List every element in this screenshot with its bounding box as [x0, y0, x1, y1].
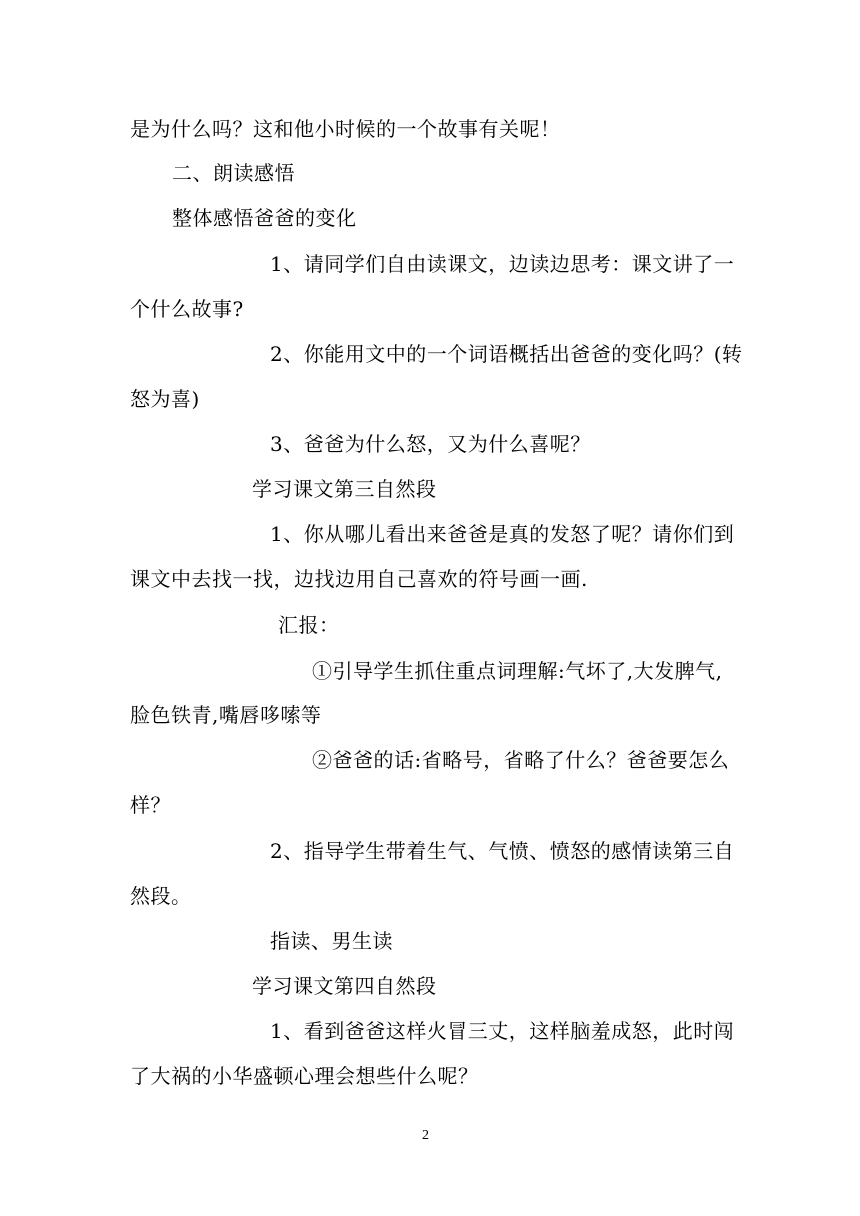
subsection-heading: 学习课文第三自然段: [252, 477, 437, 501]
text-line: 课文中去找一找，边找边用自己喜欢的符号画一画.: [130, 567, 588, 591]
text-line: 1、你从哪儿看出来爸爸是真的发怒了呢？请你们到: [270, 522, 735, 546]
text-line: 1、请同学们自由读课文，边读边思考：课文讲了一: [270, 252, 735, 276]
text-line: 是为什么吗？这和他小时候的一个故事有关呢！: [130, 117, 561, 141]
text-line: 怒为喜): [130, 387, 200, 411]
section-heading: 二、朗读感悟: [172, 161, 295, 185]
page-number: 2: [422, 1128, 429, 1143]
text-line: 汇报：: [278, 613, 340, 637]
text-line: 样？: [130, 793, 171, 817]
text-line: 2、你能用文中的一个词语概括出爸爸的变化吗？(转: [270, 342, 743, 366]
text-line: 3、爸爸为什么怒，又为什么喜呢？: [270, 432, 591, 456]
text-line: 2、指导学生带着生气、气愤、愤怒的感情读第三自: [270, 839, 735, 863]
text-line: 了大祸的小华盛顿心理会想些什么呢？: [130, 1064, 479, 1088]
text-line: ②爸爸的话:省略号，省略了什么？爸爸要怎么: [312, 748, 730, 772]
text-line: 1、看到爸爸这样火冒三丈，这样脑羞成怒，此时闯: [270, 1019, 735, 1043]
text-line: 脸色铁青,嘴唇哆嗦等: [130, 703, 322, 727]
subsection-heading: 整体感悟爸爸的变化: [172, 206, 357, 230]
text-line: 指读、男生读: [270, 929, 393, 953]
text-line: 个什么故事?: [130, 297, 244, 321]
text-line: 然段。: [130, 884, 192, 908]
subsection-heading: 学习课文第四自然段: [252, 974, 437, 998]
text-line: ①引导学生抓住重点词理解:气坏了,大发脾气,: [312, 659, 723, 683]
